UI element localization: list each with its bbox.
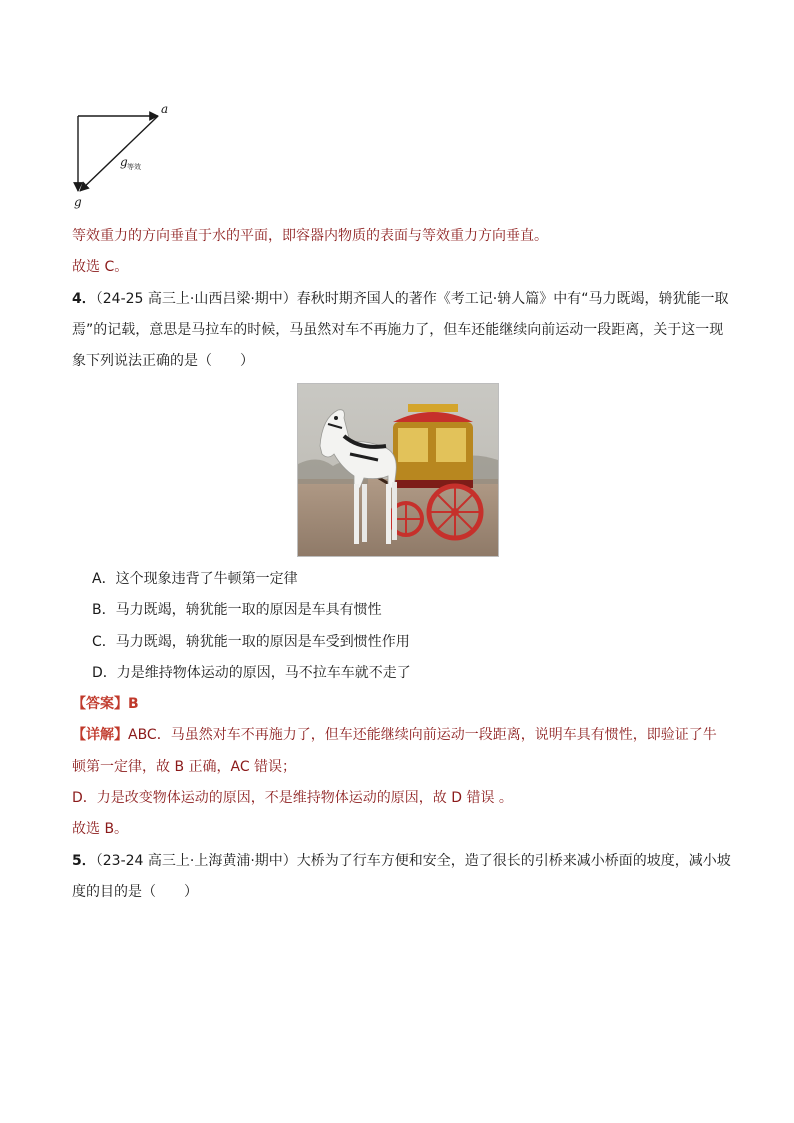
label-g-eff-subscript: 等效 xyxy=(127,163,141,171)
q4-option-d: D．力是维持物体运动的原因，马不拉车车就不走了 xyxy=(92,665,411,681)
q4-stem-text: 春秋时期齐国人的著作《考工记·辀人篇》中有“马力既竭，辀犹能一取 xyxy=(296,291,729,307)
q5-stem-line-1 xyxy=(72,851,732,871)
q4-stem-line-1 xyxy=(72,289,732,309)
q4-stem-line-2: 焉”的记载，意思是马拉车的时候，马虽然对车不再施力了，但车还能继续向前运动一段距离，关于这一现 xyxy=(72,322,724,338)
q4-option-c: C．马力既竭，辀犹能一取的原因是车受到惯性作用 xyxy=(92,634,410,650)
q5-source: （23-24 高三上·上海黄浦·期中） xyxy=(95,853,297,869)
q4-option-a: A．这个现象违背了牛顿第一定律 xyxy=(92,571,298,587)
label-a: a xyxy=(161,102,169,116)
q5-stem-line-2: 度的目的是（ ） xyxy=(72,884,198,900)
q4-detail-line-3: D．力是改变物体运动的原因，不是维持物体运动的原因，故 D 错误 。 xyxy=(72,790,513,806)
q4-answer-tag: 【答案】 xyxy=(72,696,128,712)
q4-stem-line-3: 象下列说法正确的是（ ） xyxy=(72,353,254,369)
q4-option-b: B．马力既竭，辀犹能一取的原因是车具有惯性 xyxy=(92,602,382,618)
q5-stem-text: 大桥为了行车方便和安全，造了很长的引桥来减小桥面的坡度，减小坡 xyxy=(296,853,731,869)
vector-triangle-diagram xyxy=(68,98,178,210)
q4-detail-tag: 【详解】 xyxy=(72,727,128,743)
vector-g-eff-arrow xyxy=(80,116,158,191)
q4-conclusion: 故选 B。 xyxy=(72,821,129,837)
horse-carriage-illustration xyxy=(298,384,498,556)
label-g-eff: g xyxy=(120,155,128,169)
prev-solution-text: 等效重力的方向垂直于水的平面，即容器内物质的表面与等效重力方向垂直。 xyxy=(72,228,548,244)
q4-answer xyxy=(72,694,732,714)
q5-number: 5． xyxy=(72,853,96,869)
q4-detail-text-1: ABC．马虽然对车不再施力了，但车还能继续向前运动一段距离，说明车具有惯性，即验证了牛 xyxy=(128,727,717,743)
q4-answer-value: B xyxy=(128,696,139,712)
q4-number: 4． xyxy=(72,291,96,307)
q4-detail-line-2: 顿第一定律，故 B 正确，AC 错误； xyxy=(72,759,297,775)
horse-carriage-image xyxy=(297,383,499,557)
q4-source: （24-25 高三上·山西吕梁·期中） xyxy=(95,291,297,307)
prev-conclusion: 故选 C。 xyxy=(72,259,129,275)
label-g: g xyxy=(74,195,82,209)
q4-detail-line-1 xyxy=(72,725,732,745)
